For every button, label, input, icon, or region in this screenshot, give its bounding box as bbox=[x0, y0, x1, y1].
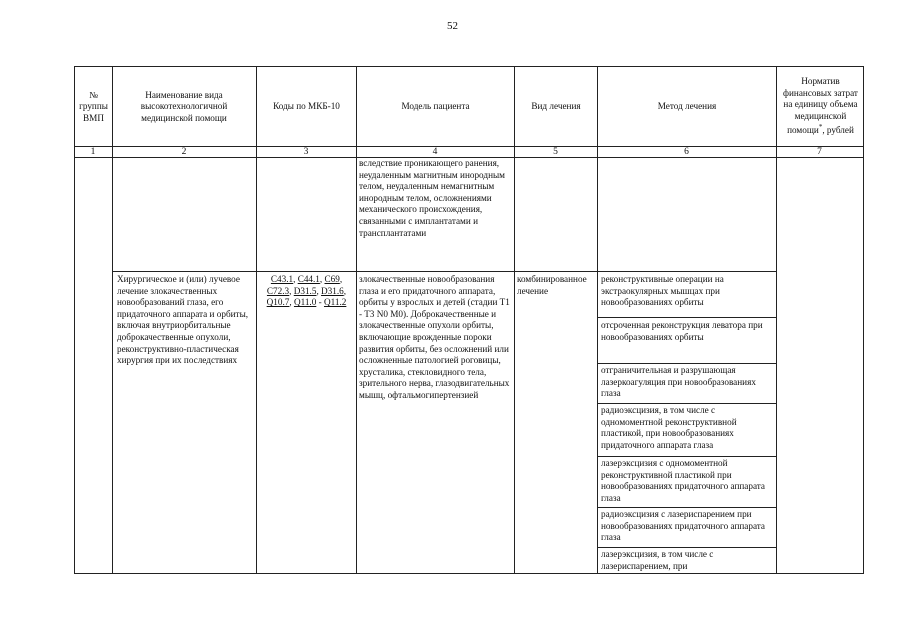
column-number: 2 bbox=[181, 147, 187, 157]
table-border-right bbox=[863, 66, 864, 574]
column-divider bbox=[514, 66, 515, 574]
table-border-left bbox=[74, 66, 75, 574]
method-divider bbox=[597, 403, 776, 404]
treatment-method: реконструктивные операции на экстраокулярных мышцах при новообразованиях орбиты bbox=[601, 274, 724, 308]
treatment-method: лазерэксцизия с одномоментной реконструктивной пластикой при новообразованиях придаточного аппарата глаза bbox=[601, 458, 765, 503]
treatment-type: комбинированное лечение bbox=[517, 274, 587, 296]
header-cost-standard bbox=[778, 67, 863, 146]
column-number: 4 bbox=[432, 147, 438, 157]
treatment-method: радиоэксцизия с лазериспарением при новообразованиях придаточного аппарата глаза bbox=[601, 509, 765, 543]
header-treatment-type: Вид лечения bbox=[531, 101, 581, 112]
icd-code: C44.1 bbox=[297, 274, 320, 284]
column-divider bbox=[776, 66, 777, 574]
column-divider bbox=[597, 66, 598, 574]
icd-code: Q11.2 bbox=[323, 297, 347, 308]
column-number: 1 bbox=[90, 147, 96, 157]
page-number: 52 bbox=[447, 20, 458, 32]
column-number: 5 bbox=[553, 147, 558, 157]
column-divider bbox=[256, 66, 257, 574]
column-divider bbox=[356, 66, 357, 574]
icd-code: Q10.7 bbox=[266, 297, 290, 308]
table-border-top bbox=[74, 66, 864, 67]
header-cost-standard-main: Норматив финансовых затрат на единицу объема медицинской помощи bbox=[783, 75, 858, 136]
icd-code: D31.5 bbox=[293, 285, 317, 296]
method-divider bbox=[597, 507, 776, 508]
row-divider bbox=[112, 271, 598, 272]
icd-code: C43.1 bbox=[270, 274, 294, 284]
method-divider bbox=[597, 363, 776, 364]
treatment-method: лазерэксцизия, в том числе с лазериспарением, при bbox=[601, 549, 714, 571]
treatment-method: радиоэксцизия, в том числе с одномоментной реконструктивной пластикой, при новообразованиях придаточного аппарата глаза bbox=[601, 405, 737, 450]
vmp-table bbox=[74, 66, 864, 574]
header-cost-footnote-mark: * bbox=[818, 123, 823, 132]
header-group-number: № группы ВМП bbox=[79, 89, 108, 123]
care-type-name: Хирургическое и (или) лучевое лечение злокачественных новообразований глаза, его придаточного аппарата и орбиты, включая внутриорбитальные доброкачественные опухоли, реконструктивно-пластическая хирургия при их последствиях bbox=[117, 274, 249, 366]
icd-code-list: C43.1, C44.1, C69, C72.3, D31.5, D31.6, Q10.7, Q11.0 - Q11.2 bbox=[266, 274, 347, 308]
method-divider bbox=[597, 456, 776, 457]
method-divider bbox=[597, 271, 776, 272]
table-border-bottom bbox=[74, 573, 864, 574]
column-number: 7 bbox=[817, 147, 822, 157]
patient-model: злокачественные новообразования глаза и его придаточного аппарата, орбиты у взрослых и детей (стадии T1 - T3 N0 M0). Доброкачественные и злокачественные опухоли орбиты, включающие врожденные пороки развития орбиты, без осложнений или осложненные патологией роговицы, хрусталика, стекловидного тела, зрительного нерва, глазодвигательных мышц, офтальмогипертензией bbox=[359, 274, 510, 400]
patient-model-continuation: вследствие проникающего ранения, неудаленным магнитным инородным телом, неудаленным немагнитным инородным телом, осложнениями механического происхождения, связанными с имплантатами и трансплантатами bbox=[359, 158, 505, 238]
header-icd-codes: Коды по МКБ-10 bbox=[273, 101, 340, 112]
treatment-method: отсроченная реконструкция леватора при новообразованиях орбиты bbox=[601, 320, 763, 342]
column-divider bbox=[112, 66, 113, 574]
column-number: 3 bbox=[303, 147, 309, 157]
icd-code: C69 bbox=[324, 274, 340, 284]
icd-code: Q11.0 bbox=[293, 297, 317, 308]
column-number: 6 bbox=[684, 147, 689, 157]
method-divider bbox=[597, 547, 776, 548]
header-cost-standard-tail: , рублей bbox=[822, 125, 854, 136]
icd-code: C72.3 bbox=[266, 285, 290, 296]
header-care-type: Наименование вида высокотехнологичной медицинской помощи bbox=[140, 89, 228, 123]
treatment-method: отграничительная и разрушающая лазеркоагуляция при новообразованиях глаза bbox=[601, 365, 756, 399]
header-treatment-method: Метод лечения bbox=[657, 101, 717, 112]
method-divider bbox=[597, 317, 776, 318]
header-patient-model: Модель пациента bbox=[401, 101, 470, 112]
icd-code: D31.6 bbox=[321, 285, 344, 296]
